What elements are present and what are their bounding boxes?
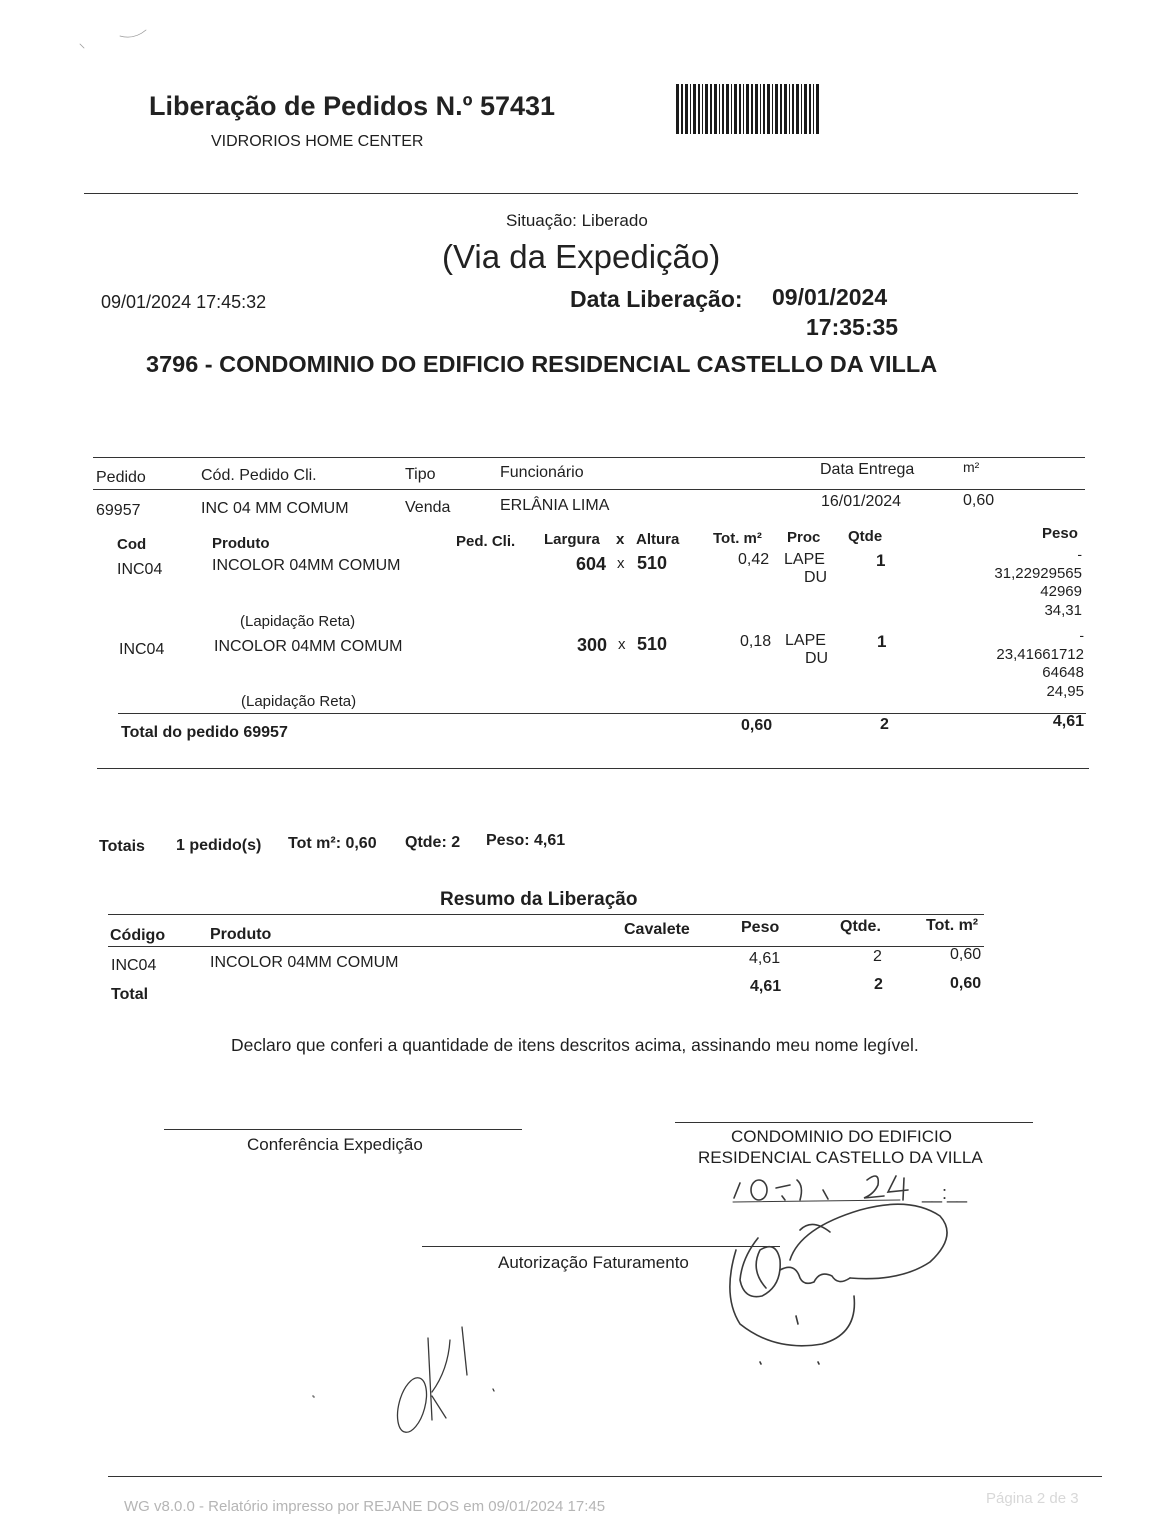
status-text: Situação: Liberado <box>506 211 648 230</box>
company-name: VIDRORIOS HOME CENTER <box>211 133 424 150</box>
item-2-tot-m2: 0,18 <box>740 633 772 650</box>
summary-title: Resumo da Liberação <box>440 889 638 910</box>
order-total-label: Total do pedido 69957 <box>121 724 288 741</box>
totals-qtde: Qtde: 2 <box>405 834 461 851</box>
customer-title: 3796 - CONDOMINIO DO EDIFICIO RESIDENCIAL CASTELLO DA VILLA <box>146 351 938 377</box>
copy-type: (Via da Expedição) <box>442 238 721 275</box>
release-label: Data Liberação: <box>570 286 743 312</box>
summary-header-qtde: Qtde. <box>840 918 881 935</box>
handwritten-date <box>733 1176 908 1202</box>
order-header-m2: m² <box>963 459 980 475</box>
autorizacao-label: Autorização Faturamento <box>498 1253 689 1272</box>
item-2-proc-1: LAPE <box>785 632 826 649</box>
item-1-proc-2: DU <box>804 569 828 586</box>
item-2-peso-line-3: 24,95 <box>1046 683 1084 700</box>
order-total-peso: 4,61 <box>1052 713 1084 730</box>
item-2-peso-dash: - <box>1079 627 1084 643</box>
order-total-qtde: 2 <box>880 716 889 733</box>
summary-row-codigo: INC04 <box>111 957 157 974</box>
customer-sign-name-2: RESIDENCIAL CASTELLO DA VILLA <box>698 1148 983 1167</box>
item-1-produto: INCOLOR 04MM COMUM <box>212 557 401 574</box>
summary-header-peso: Peso <box>741 919 780 936</box>
item-2-peso-line-2: 64648 <box>1042 664 1084 681</box>
item-1-x: x <box>617 555 625 572</box>
order-data-entrega: 16/01/2024 <box>821 493 902 510</box>
item-1-peso-dash: - <box>1077 546 1082 562</box>
order-pedido: 69957 <box>96 502 141 519</box>
order-header-pedido: Pedido <box>96 469 146 486</box>
order-header-funcionario: Funcionário <box>500 464 584 481</box>
item-2-largura: 300 <box>577 635 608 655</box>
item-1-qtde: 1 <box>876 551 886 570</box>
summary-header-produto: Produto <box>210 926 272 943</box>
item-1-tot-m2: 0,42 <box>738 551 770 568</box>
item-2-peso-line-1: 23,41661712 <box>996 646 1084 663</box>
footer-report-text: WG v8.0.0 - Relatório impresso por REJANE DOS em 09/01/2024 17:45 <box>124 1498 606 1515</box>
order-cod-cli: INC 04 MM COMUM <box>201 500 349 517</box>
summary-total-label: Total <box>111 986 149 1003</box>
summary-header-cavalete: Cavalete <box>624 921 690 938</box>
item-2-cod: INC04 <box>119 641 165 658</box>
footer-line <box>108 1476 1102 1477</box>
items-header-qtde: Qtde <box>848 528 883 545</box>
item-1-proc-1: LAPE <box>784 551 825 568</box>
summary-row-tot-m2: 0,60 <box>950 946 982 963</box>
item-2-qtde: 1 <box>877 632 887 651</box>
item-1-largura: 604 <box>576 554 607 574</box>
order-tipo: Venda <box>405 499 451 516</box>
item-1-altura: 510 <box>637 553 668 573</box>
hour-placeholder: __:__ <box>922 1183 968 1203</box>
summary-row-peso: 4,61 <box>749 950 781 967</box>
item-1-cod: INC04 <box>117 561 163 578</box>
item-2-obs: (Lapidação Reta) <box>241 693 357 710</box>
release-time: 17:35:35 <box>806 314 899 340</box>
totals-m2: Tot m²: 0,60 <box>288 835 377 852</box>
handwritten-note <box>392 1327 494 1435</box>
item-1-obs: (Lapidação Reta) <box>240 613 356 630</box>
release-date: 09/01/2024 <box>772 284 888 310</box>
declaration-text: Declaro que conferi a quantidade de itens descritos acima, assinando meu nome legível. <box>231 1035 919 1055</box>
item-1-peso-line-3: 34,31 <box>1044 602 1082 619</box>
order-header-data-entrega: Data Entrega <box>820 461 915 478</box>
items-header-largura: Largura <box>544 531 600 548</box>
totals-label: Totais <box>99 838 145 855</box>
handwritten-note-text <box>0 0 1 1</box>
document-title: Liberação de Pedidos N.º 57431 <box>149 91 556 121</box>
item-1-peso-line-1: 31,22929565 <box>994 565 1082 582</box>
item-1-peso-line-2: 42969 <box>1040 583 1082 600</box>
summary-row-produto: INCOLOR 04MM COMUM <box>210 954 399 971</box>
items-header-altura: Altura <box>636 531 680 548</box>
item-2-produto: INCOLOR 04MM COMUM <box>214 638 403 655</box>
items-header-proc: Proc <box>787 529 821 546</box>
items-header-cod: Cod <box>117 536 147 553</box>
conferencia-label: Conferência Expedição <box>247 1135 423 1154</box>
summary-header-tot-m2: Tot. m² <box>926 917 979 934</box>
item-2-x: x <box>618 636 626 653</box>
items-header-peso: Peso <box>1042 525 1078 542</box>
print-datetime: 09/01/2024 17:45:32 <box>101 292 267 312</box>
totals-peso: Peso: 4,61 <box>486 832 566 849</box>
items-header-produto: Produto <box>212 535 270 552</box>
items-header-tot-m2: Tot. m² <box>713 530 762 547</box>
items-header-ped-cli: Ped. Cli. <box>456 533 516 550</box>
summary-total-peso: 4,61 <box>750 978 782 995</box>
item-2-proc-2: DU <box>805 650 829 667</box>
items-header-x: x <box>616 531 625 548</box>
order-total-m2: 0,60 <box>741 717 773 734</box>
order-header-cod-cli: Cód. Pedido Cli. <box>201 467 317 484</box>
item-2-altura: 510 <box>637 634 668 654</box>
footer-page-number: Página 2 de 3 <box>986 1490 1079 1507</box>
order-header-tipo: Tipo <box>405 466 436 483</box>
order-funcionario: ERLÂNIA LIMA <box>500 497 610 514</box>
summary-row-qtde: 2 <box>873 948 882 965</box>
signature-mark <box>730 1204 947 1364</box>
totals-pedidos: 1 pedido(s) <box>176 837 262 854</box>
summary-total-qtde: 2 <box>874 976 883 993</box>
summary-total-tot-m2: 0,60 <box>950 975 982 992</box>
order-m2: 0,60 <box>963 492 995 509</box>
summary-header-codigo: Código <box>110 927 166 944</box>
customer-sign-name-1: CONDOMINIO DO EDIFICIO <box>731 1127 952 1146</box>
